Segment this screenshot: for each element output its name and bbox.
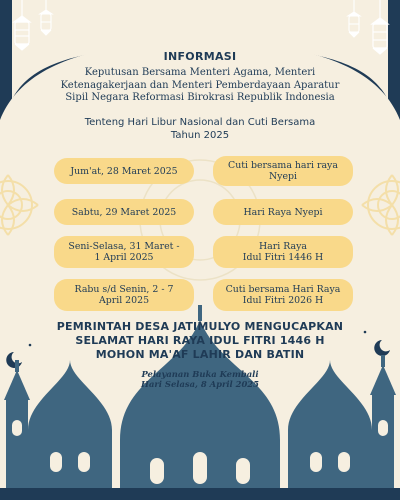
topic-line: Tenteng Hari Libur Nasional dan Cuti Bersama [84, 117, 316, 128]
greeting-line: MOHON MA'AF LAHIR DAN BATIN [95, 348, 305, 361]
holiday-event-pill [213, 279, 353, 311]
service-line: Hari Selasa, 8 April 2025 [141, 379, 259, 389]
holiday-event-line: Nyepi [268, 171, 298, 182]
decree-line: Ketenagakerjaan dan Menteri Pemberdayaan Aparatur [60, 79, 340, 91]
holiday-date-pill [54, 279, 194, 311]
holiday-event-line: Idul Fitri 1446 H [242, 252, 324, 263]
holiday-event-line: Cuti bersama Hari Raya [225, 284, 341, 295]
greeting-line: SELAMAT HARI RAYA IDUL FITRI 1446 H [75, 334, 325, 347]
holiday-event-line: Hari Raya Nyepi [243, 206, 323, 218]
greeting-announcement [20, 320, 380, 362]
holiday-date-pill [54, 199, 194, 225]
holiday-event-line: Hari Raya [259, 241, 307, 252]
service-line: Pelayanan Buka Kembali [141, 369, 259, 379]
holiday-date-line: Seni-Selasa, 31 Maret - [68, 241, 180, 252]
holiday-event-pill [213, 156, 353, 186]
decree-line: Sipil Negara Reformasi Birokrasi Republik Indonesia [65, 92, 335, 103]
holiday-date-line: Jum'at, 28 Maret 2025 [70, 165, 178, 177]
service-notice [100, 369, 300, 389]
holiday-event-line: Cuti bersama hari raya [228, 160, 338, 171]
holiday-date-line: 1 April 2025 [94, 252, 154, 263]
greeting-line: PEMRINTAH DESA JATIMULYO MENGUCAPKAN [56, 320, 344, 333]
holiday-date-line: Rabu s/d Senin, 2 - 7 [74, 284, 174, 295]
topic-text [55, 116, 345, 142]
decree-text [50, 67, 350, 105]
poster-title: INFORMASI [163, 50, 237, 63]
ornament-left-icon [0, 175, 38, 235]
topic-line: Tahun 2025 [170, 130, 230, 141]
decree-line: Keputusan Bersama Menteri Agama, Menteri [84, 67, 316, 78]
ground [0, 488, 400, 500]
holiday-date-pill [54, 236, 194, 268]
holiday-event-pill [213, 236, 353, 268]
ornament-right-icon [362, 175, 400, 235]
holiday-event-pill [213, 199, 353, 225]
holiday-date-pill [54, 158, 194, 184]
holiday-date-line: April 2025 [98, 295, 150, 306]
holiday-event-line: Idul Fitri 2026 H [242, 295, 324, 306]
holiday-date-line: Sabtu, 29 Maret 2025 [71, 206, 177, 218]
